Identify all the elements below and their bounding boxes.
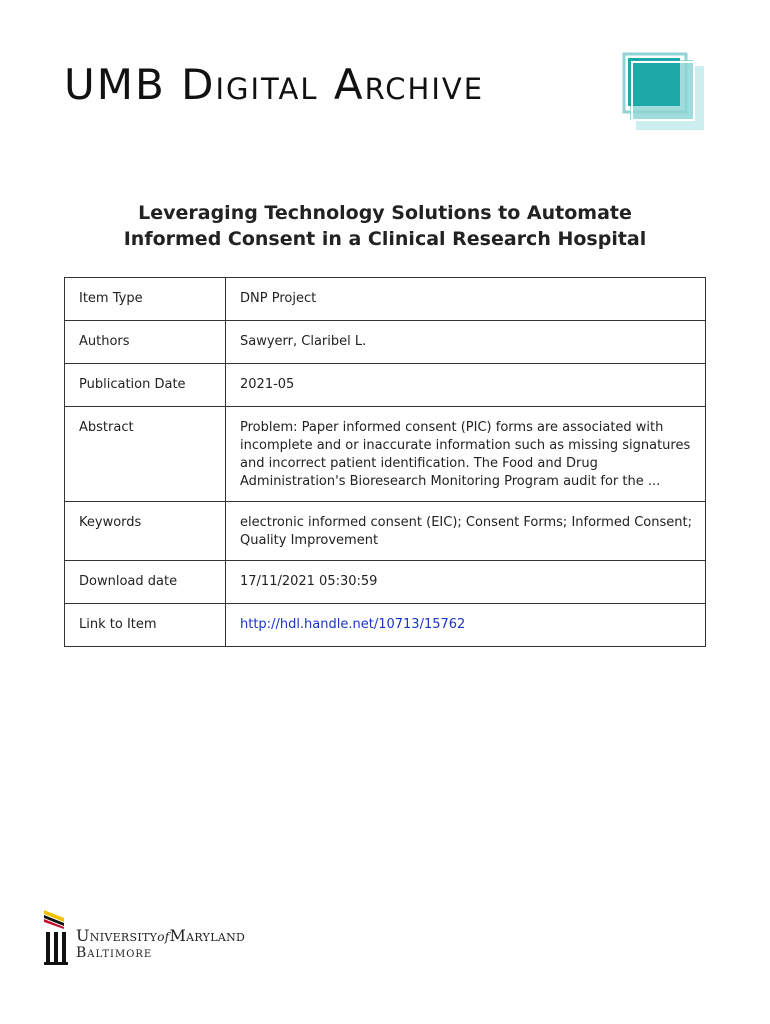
item-type-value: DNP Project [226,278,706,321]
university-logo [42,908,292,968]
publication-date-label: Publication Date [65,364,226,407]
abstract-label: Abstract [65,407,226,502]
document-title [60,200,710,252]
university-wordmark [76,928,245,961]
table-row [65,407,706,502]
link-to-item-value [226,604,706,647]
item-type-label: Item Type [65,278,226,321]
download-date-label: Download date [65,561,226,604]
document-title-line-1: Leveraging Technology Solutions to Automate [138,202,632,224]
archive-title: UMB Digital Archive [64,60,485,109]
publication-date-value: 2021-05 [226,364,706,407]
authors-label: Authors [65,321,226,364]
university-word: University [76,926,158,945]
link-to-item-label: Link to Item [65,604,226,647]
table-row [65,278,706,321]
university-baltimore: Baltimore [76,945,153,961]
table-row [65,561,706,604]
metadata-table [64,277,706,647]
abstract-value: Problem: Paper informed consent (PIC) forms are associated with incomplete and or inaccurate information such as missing signatures and incorrect patient identification. The Food and Drug Administration's Bioresearch Monitoring Program audit for the ... [226,407,706,502]
table-row [65,364,706,407]
table-row [65,321,706,364]
keywords-label: Keywords [65,502,226,561]
item-link[interactable]: http://hdl.handle.net/10713/15762 [240,617,466,632]
authors-value: Sawyerr, Claribel L. [226,321,706,364]
university-of: of [157,930,170,944]
archive-logo-icon [620,50,708,134]
download-date-value: 17/11/2021 05:30:59 [226,561,706,604]
university-maryland: Maryland [169,926,246,945]
document-title-line-2: Informed Consent in a Clinical Research Hospital [123,228,647,250]
table-row [65,502,706,561]
keywords-value: electronic informed consent (EIC); Consent Forms; Informed Consent; Quality Improvement [226,502,706,561]
university-shield-icon [42,908,70,968]
table-row [65,604,706,647]
